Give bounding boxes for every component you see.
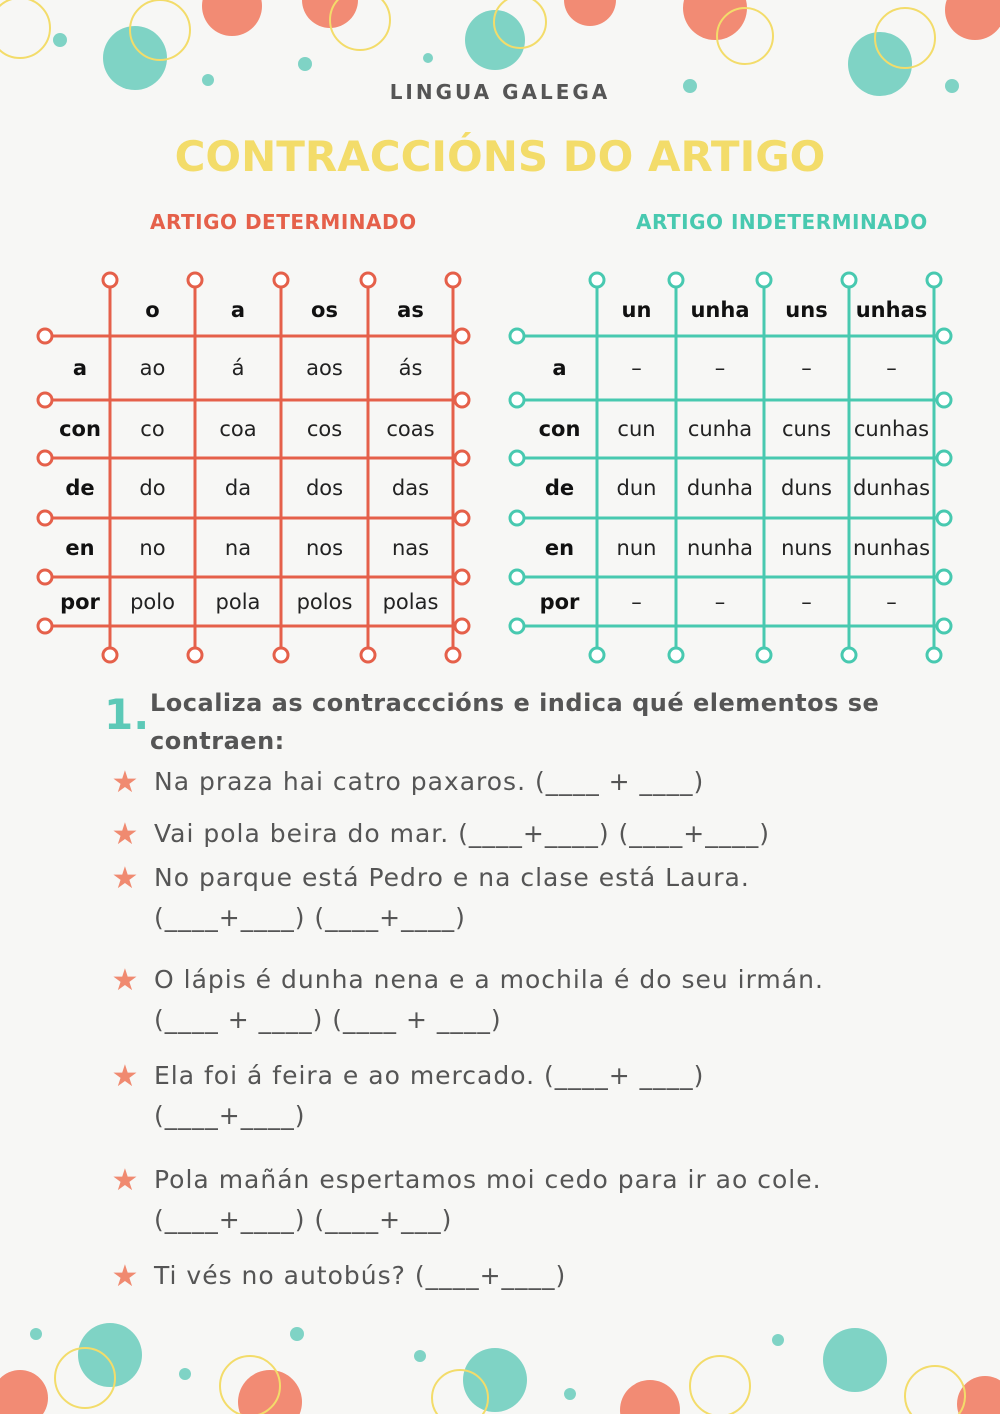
indeterminado-cell: nuns	[781, 535, 832, 560]
determinado-line-end	[446, 648, 460, 662]
indeterminado-cell: dun	[616, 476, 657, 500]
determinado-line-end	[188, 648, 202, 662]
determinado-line-end	[274, 648, 288, 662]
exercise-sentence: (____+____) (____+____)	[154, 903, 466, 932]
determinado-cell: na	[224, 535, 252, 560]
determinado-line-end	[361, 648, 375, 662]
determinado-cell: da	[224, 476, 252, 500]
indeterminado-line-end	[937, 393, 951, 407]
determinado-cell: ás	[398, 356, 423, 380]
indeterminado-cell: –	[886, 589, 897, 614]
indeterminado-column-header: uns	[785, 298, 828, 322]
determinado-cell: coa	[219, 417, 257, 441]
determinado-cell: cos	[306, 417, 343, 441]
determinado-line-end	[455, 451, 469, 465]
exercise-sentence: O lápis é dunha nena e a mochila é do seu irmán.	[154, 965, 824, 994]
page-title: CONTRACCIÓNS DO ARTIGO	[174, 132, 826, 181]
indeterminado-line-end	[937, 329, 951, 343]
star-icon: ★	[111, 861, 139, 896]
determinado-column-header: as	[397, 298, 424, 322]
indeterminado-line-end	[937, 451, 951, 465]
indeterminado-line-end	[937, 619, 951, 633]
indeterminado-cell: –	[801, 356, 812, 380]
indeterminado-column-header: unha	[690, 298, 750, 322]
determinado-cell: polas	[382, 589, 439, 614]
star-icon: ★	[111, 765, 139, 800]
indeterminado-cell: cunhas	[853, 417, 930, 441]
indeterminado-cell: nun	[616, 535, 657, 560]
determinado-cell: polo	[130, 589, 175, 614]
determinado-cell: das	[391, 476, 430, 500]
exercise-sentence: (____+____) (____+___)	[154, 1205, 453, 1234]
indeterminado-cell: cuns	[781, 417, 832, 441]
determinado-row-label: a	[72, 356, 88, 380]
determinado-cell: aos	[306, 356, 343, 380]
indeterminado-cell: –	[714, 356, 726, 380]
determinado-cell: polos	[296, 589, 353, 614]
indeterminado-line-end	[937, 511, 951, 525]
indeterminado-column-header: un	[621, 298, 652, 322]
indeterminado-cell: cunha	[687, 417, 753, 441]
indeterminado-cell: dunha	[686, 476, 754, 500]
exercise-sentence: (____ + ____) (____ + ____)	[154, 1005, 502, 1034]
determinado-line-end	[455, 393, 469, 407]
determinado-row-label: en	[65, 535, 95, 560]
indeterminado-cell: nunha	[686, 535, 754, 560]
indeterminado-line-end	[937, 570, 951, 584]
exercise-sentence: (____+____)	[154, 1101, 306, 1130]
indeterminado-cell: –	[631, 356, 642, 380]
determinado-row-label: de	[65, 476, 95, 500]
indeterminado-cell: –	[714, 589, 726, 614]
determinado-cell: co	[140, 417, 165, 441]
determinado-line-end	[455, 511, 469, 525]
determinado-cell: coas	[386, 417, 435, 441]
exercise-sentence: Ela foi á feira e ao mercado. (____+ ____)	[154, 1061, 705, 1090]
indeterminado-row-label: en	[544, 535, 575, 560]
exercise-instruction: Localiza as contracccións e indica qué elementos se contraen:	[150, 689, 880, 755]
exercise-sentence: Ti vés no autobús? (____+____)	[154, 1261, 567, 1290]
subject-label: LINGUA GALEGA	[389, 80, 611, 104]
indeterminado-column-header: unhas	[855, 298, 928, 322]
indeterminado-line-end	[927, 648, 941, 662]
determinado-line-end	[455, 329, 469, 343]
indeterminado-row-label: con	[538, 417, 581, 441]
indeterminado-row-label: a	[552, 356, 567, 380]
indeterminado-line-end	[669, 648, 683, 662]
indeterminado-title: ARTIGO INDETERMINADO	[636, 210, 928, 234]
determinado-cell: dos	[305, 476, 344, 500]
exercise-sentence: Na praza hai catro paxaros. (____ + ____)	[154, 767, 705, 796]
indeterminado-cell: cun	[617, 417, 656, 441]
determinado-cell: nos	[305, 535, 344, 560]
bottom-decoration	[0, 1310, 1000, 1414]
star-icon: ★	[111, 1059, 139, 1094]
determinado-cell: nas	[391, 535, 430, 560]
determinado-cell: á	[231, 356, 245, 380]
indeterminado-row-label: de	[544, 476, 575, 500]
determinado-cell: do	[139, 476, 166, 500]
determinado-title: ARTIGO DETERMINADO	[150, 210, 417, 234]
indeterminado-cell: duns	[781, 476, 832, 500]
indeterminado-row-label: por	[539, 589, 580, 614]
indeterminado-cell: –	[886, 356, 897, 380]
exercise-sentence: Pola mañán espertamos moi cedo para ir ao cole.	[154, 1165, 822, 1194]
indeterminado-cell: –	[801, 589, 812, 614]
star-icon: ★	[111, 963, 139, 998]
determinado-cell: no	[139, 535, 166, 560]
determinado-row-label: con	[59, 417, 101, 441]
indeterminado-cell: –	[631, 589, 642, 614]
indeterminado-line-end	[757, 648, 771, 662]
determinado-line-end	[103, 648, 117, 662]
star-icon: ★	[111, 817, 139, 852]
determinado-column-header: a	[230, 298, 246, 322]
star-icon: ★	[111, 1259, 139, 1294]
indeterminado-line-end	[842, 648, 856, 662]
star-icon: ★	[111, 1163, 139, 1198]
determinado-column-header: os	[311, 298, 338, 322]
determinado-row-label: por	[60, 589, 100, 614]
exercise-number: 1.	[104, 690, 150, 739]
determinado-cell: pola	[215, 589, 261, 614]
indeterminado-cell: dunhas	[852, 476, 931, 500]
exercise-sentence: Vai pola beira do mar. (____+____) (____+____)	[154, 819, 771, 848]
indeterminado-line-end	[590, 648, 604, 662]
exercise-sentence: No parque está Pedro e na clase está Laura.	[154, 863, 750, 892]
determinado-line-end	[455, 570, 469, 584]
determinado-line-end	[455, 619, 469, 633]
indeterminado-cell: nunhas	[852, 535, 931, 560]
determinado-cell: ao	[139, 356, 166, 380]
determinado-column-header: o	[145, 298, 160, 322]
